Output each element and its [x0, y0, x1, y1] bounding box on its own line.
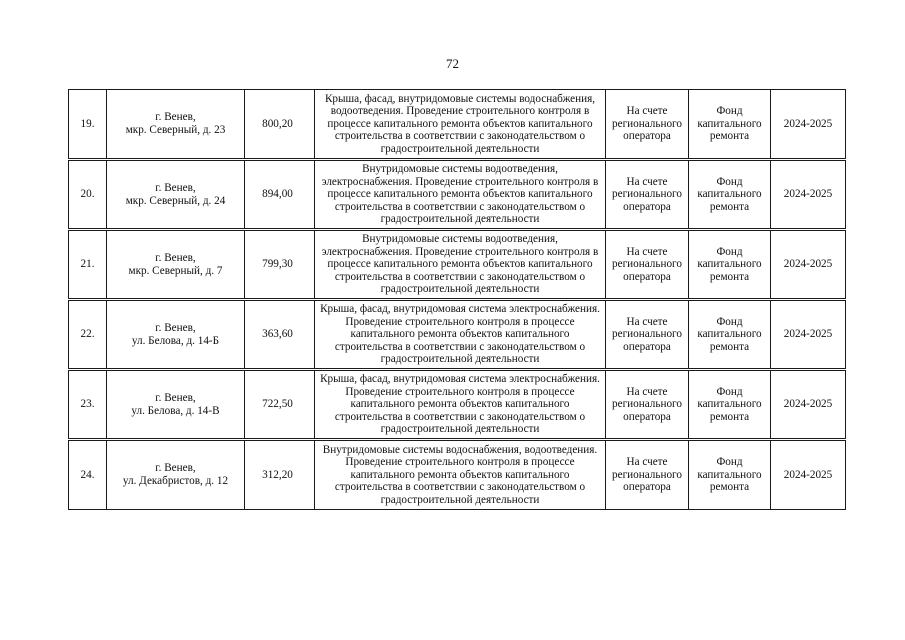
table-row — [69, 440, 846, 510]
account-type: На счете регионального оператора — [606, 160, 689, 230]
address-cell — [107, 300, 245, 370]
funding-source: Фонд капитального ремонта — [689, 370, 771, 440]
address-city: г. Венев, — [155, 391, 196, 404]
address-city: г. Венев, — [155, 462, 196, 475]
row-number: 22. — [69, 300, 107, 370]
account-type: На счете регионального оператора — [606, 370, 689, 440]
area-value: 722,50 — [245, 370, 315, 440]
repair-registry-table — [68, 89, 846, 510]
repair-period: 2024-2025 — [771, 90, 846, 160]
address-city: г. Венев, — [155, 321, 196, 334]
repair-period: 2024-2025 — [771, 300, 846, 370]
account-type: На счете регионального оператора — [606, 230, 689, 300]
funding-source: Фонд капитального ремонта — [689, 300, 771, 370]
repair-period: 2024-2025 — [771, 160, 846, 230]
table-row — [69, 370, 846, 440]
address-street: ул. Белова, д. 14-В — [131, 404, 220, 417]
area-value: 894,00 — [245, 160, 315, 230]
address-city: г. Венев, — [155, 251, 196, 264]
area-value: 799,30 — [245, 230, 315, 300]
works-description: Внутридомовые системы водоотведения, электроснабжения. Проведение строительного контроля в процессе капитального ремонта объектов капитального строительства в соответствии с законодательством о градостроительной деятельности — [315, 160, 606, 230]
address-cell — [107, 160, 245, 230]
funding-source: Фонд капитального ремонта — [689, 90, 771, 160]
repair-period: 2024-2025 — [771, 230, 846, 300]
address-city: г. Венев, — [155, 111, 196, 124]
address-cell — [107, 370, 245, 440]
works-description: Крыша, фасад, внутридомовые системы водоснабжения, водоотведения. Проведение строительного контроля в процессе капитального ремонта объектов капитального строительства в соответствии с законодательством о градостроительной деятельности — [315, 90, 606, 160]
row-number: 21. — [69, 230, 107, 300]
area-value: 800,20 — [245, 90, 315, 160]
address-cell — [107, 230, 245, 300]
table-row — [69, 160, 846, 230]
address-street: ул. Декабристов, д. 12 — [122, 475, 229, 487]
works-description: Крыша, фасад, внутридомовая система электроснабжения. Проведение строительного контроля в процессе капитального ремонта объектов капитального строительства в соответствии с законодательством о градостроительной деятельности — [315, 370, 606, 440]
funding-source: Фонд капитального ремонта — [689, 440, 771, 510]
area-value: 312,20 — [245, 440, 315, 510]
row-number: 23. — [69, 370, 107, 440]
account-type: На счете регионального оператора — [606, 300, 689, 370]
row-number: 19. — [69, 90, 107, 160]
address-city: г. Венев, — [155, 181, 196, 194]
table-row — [69, 90, 846, 160]
works-description: Внутридомовые системы водоотведения, электроснабжения. Проведение строительного контроля в процессе капитального ремонта объектов капитального строительства в соответствии с законодательством о градостроительной деятельности — [315, 230, 606, 300]
row-number: 24. — [69, 440, 107, 510]
account-type: На счете регионального оператора — [606, 90, 689, 160]
repair-period: 2024-2025 — [771, 440, 846, 510]
account-type: На счете регионального оператора — [606, 440, 689, 510]
works-description: Крыша, фасад, внутридомовая система электроснабжения. Проведение строительного контроля в процессе капитального ремонта объектов капитального строительства в соответствии с законодательством о градостроительной деятельности — [315, 300, 606, 370]
table-row — [69, 230, 846, 300]
address-cell — [107, 90, 245, 160]
row-number: 20. — [69, 160, 107, 230]
funding-source: Фонд капитального ремонта — [689, 160, 771, 230]
address-cell — [107, 440, 245, 510]
address-street: мкр. Северный, д. 23 — [125, 124, 226, 136]
address-street: мкр. Северный, д. 7 — [128, 264, 223, 277]
funding-source: Фонд капитального ремонта — [689, 230, 771, 300]
page-number: 72 — [446, 56, 459, 71]
table-row — [69, 300, 846, 370]
address-street: ул. Белова, д. 14-Б — [131, 334, 220, 347]
repair-period: 2024-2025 — [771, 370, 846, 440]
area-value: 363,60 — [245, 300, 315, 370]
address-street: мкр. Северный, д. 24 — [125, 194, 226, 207]
works-description: Внутридомовые системы водоснабжения, водоотведения. Проведение строительного контроля в процессе капитального ремонта объектов капитального строительства в соответствии с законодательством о градостроительной деятельности — [315, 440, 606, 510]
